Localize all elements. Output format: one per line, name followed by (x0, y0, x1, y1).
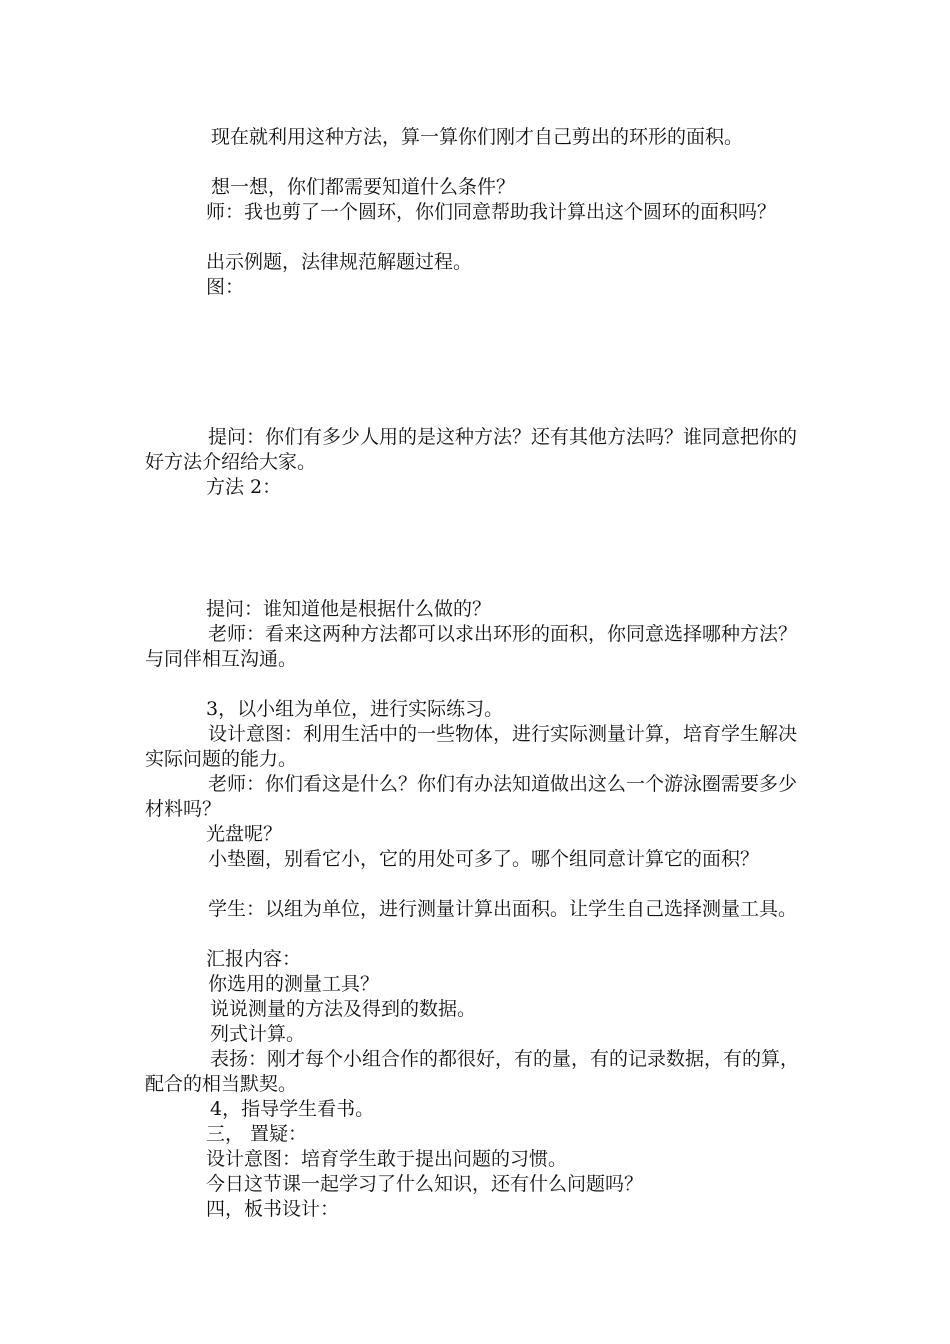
paragraph-5: 图： (206, 276, 245, 298)
paragraph-3: 师：我也剪了一个圆环，你们同意帮助我计算出这个圆环的面积吗？ (206, 201, 777, 223)
paragraph-9: 老师：看来这两种方法都可以求出环形的面积，你同意选择哪种方法？与同伴相互沟通。 (145, 623, 798, 670)
paragraph-12: 老师：你们看这是什么？你们有办法知道做出这么一个游泳圈需要多少材料吗？ (145, 773, 798, 820)
paragraph-25: 四，板书设计： (206, 1198, 340, 1220)
paragraph-22: 三， 置疑： (206, 1123, 308, 1145)
paragraph-1: 现在就利用这种方法，算一算你们刚才自己剪出的环形的面积。 (211, 126, 744, 148)
paragraph-15: 学生：以组为单位，进行测量计算出面积。让学生自己选择测量工具。 (208, 898, 798, 920)
paragraph-8: 提问：谁知道他是根据什么做的？ (206, 598, 492, 620)
paragraph-11: 设计意图：利用生活中的一些物体，进行实际测量计算，培育学生解决实际问题的能力。 (145, 723, 798, 770)
paragraph-16: 汇报内容： (206, 948, 302, 970)
paragraph-21: 4，指导学生看书。 (210, 1098, 375, 1120)
paragraph-6: 提问：你们有多少人用的是这种方法？还有其他方法吗？谁同意把你的好方法介绍给大家。 (145, 426, 798, 473)
paragraph-18: 说说测量的方法及得到的数据。 (210, 998, 477, 1020)
paragraph-2: 想一想，你们都需要知道什么条件？ (211, 176, 516, 198)
paragraph-4: 出示例题，法律规范解题过程。 (206, 251, 473, 273)
paragraph-23: 设计意图：培育学生敢于提出问题的习惯。 (206, 1148, 568, 1170)
paragraph-17: 你选用的测量工具？ (208, 973, 380, 995)
paragraph-24: 今日这节课一起学习了什么知识，还有什么问题吗？ (206, 1173, 644, 1195)
paragraph-13: 光盘呢？ (206, 823, 283, 845)
paragraph-20: 表扬：刚才每个小组合作的都很好，有的量，有的记录数据，有的算，配合的相当默契。 (145, 1048, 800, 1095)
paragraph-19: 列式计算。 (210, 1023, 306, 1045)
paragraph-10: 3，以小组为单位，进行实际练习。 (206, 698, 504, 720)
paragraph-7: 方法 2： (206, 476, 282, 498)
paragraph-14: 小垫圈，别看它小，它的用处可多了。哪个组同意计算它的面积？ (208, 848, 760, 870)
